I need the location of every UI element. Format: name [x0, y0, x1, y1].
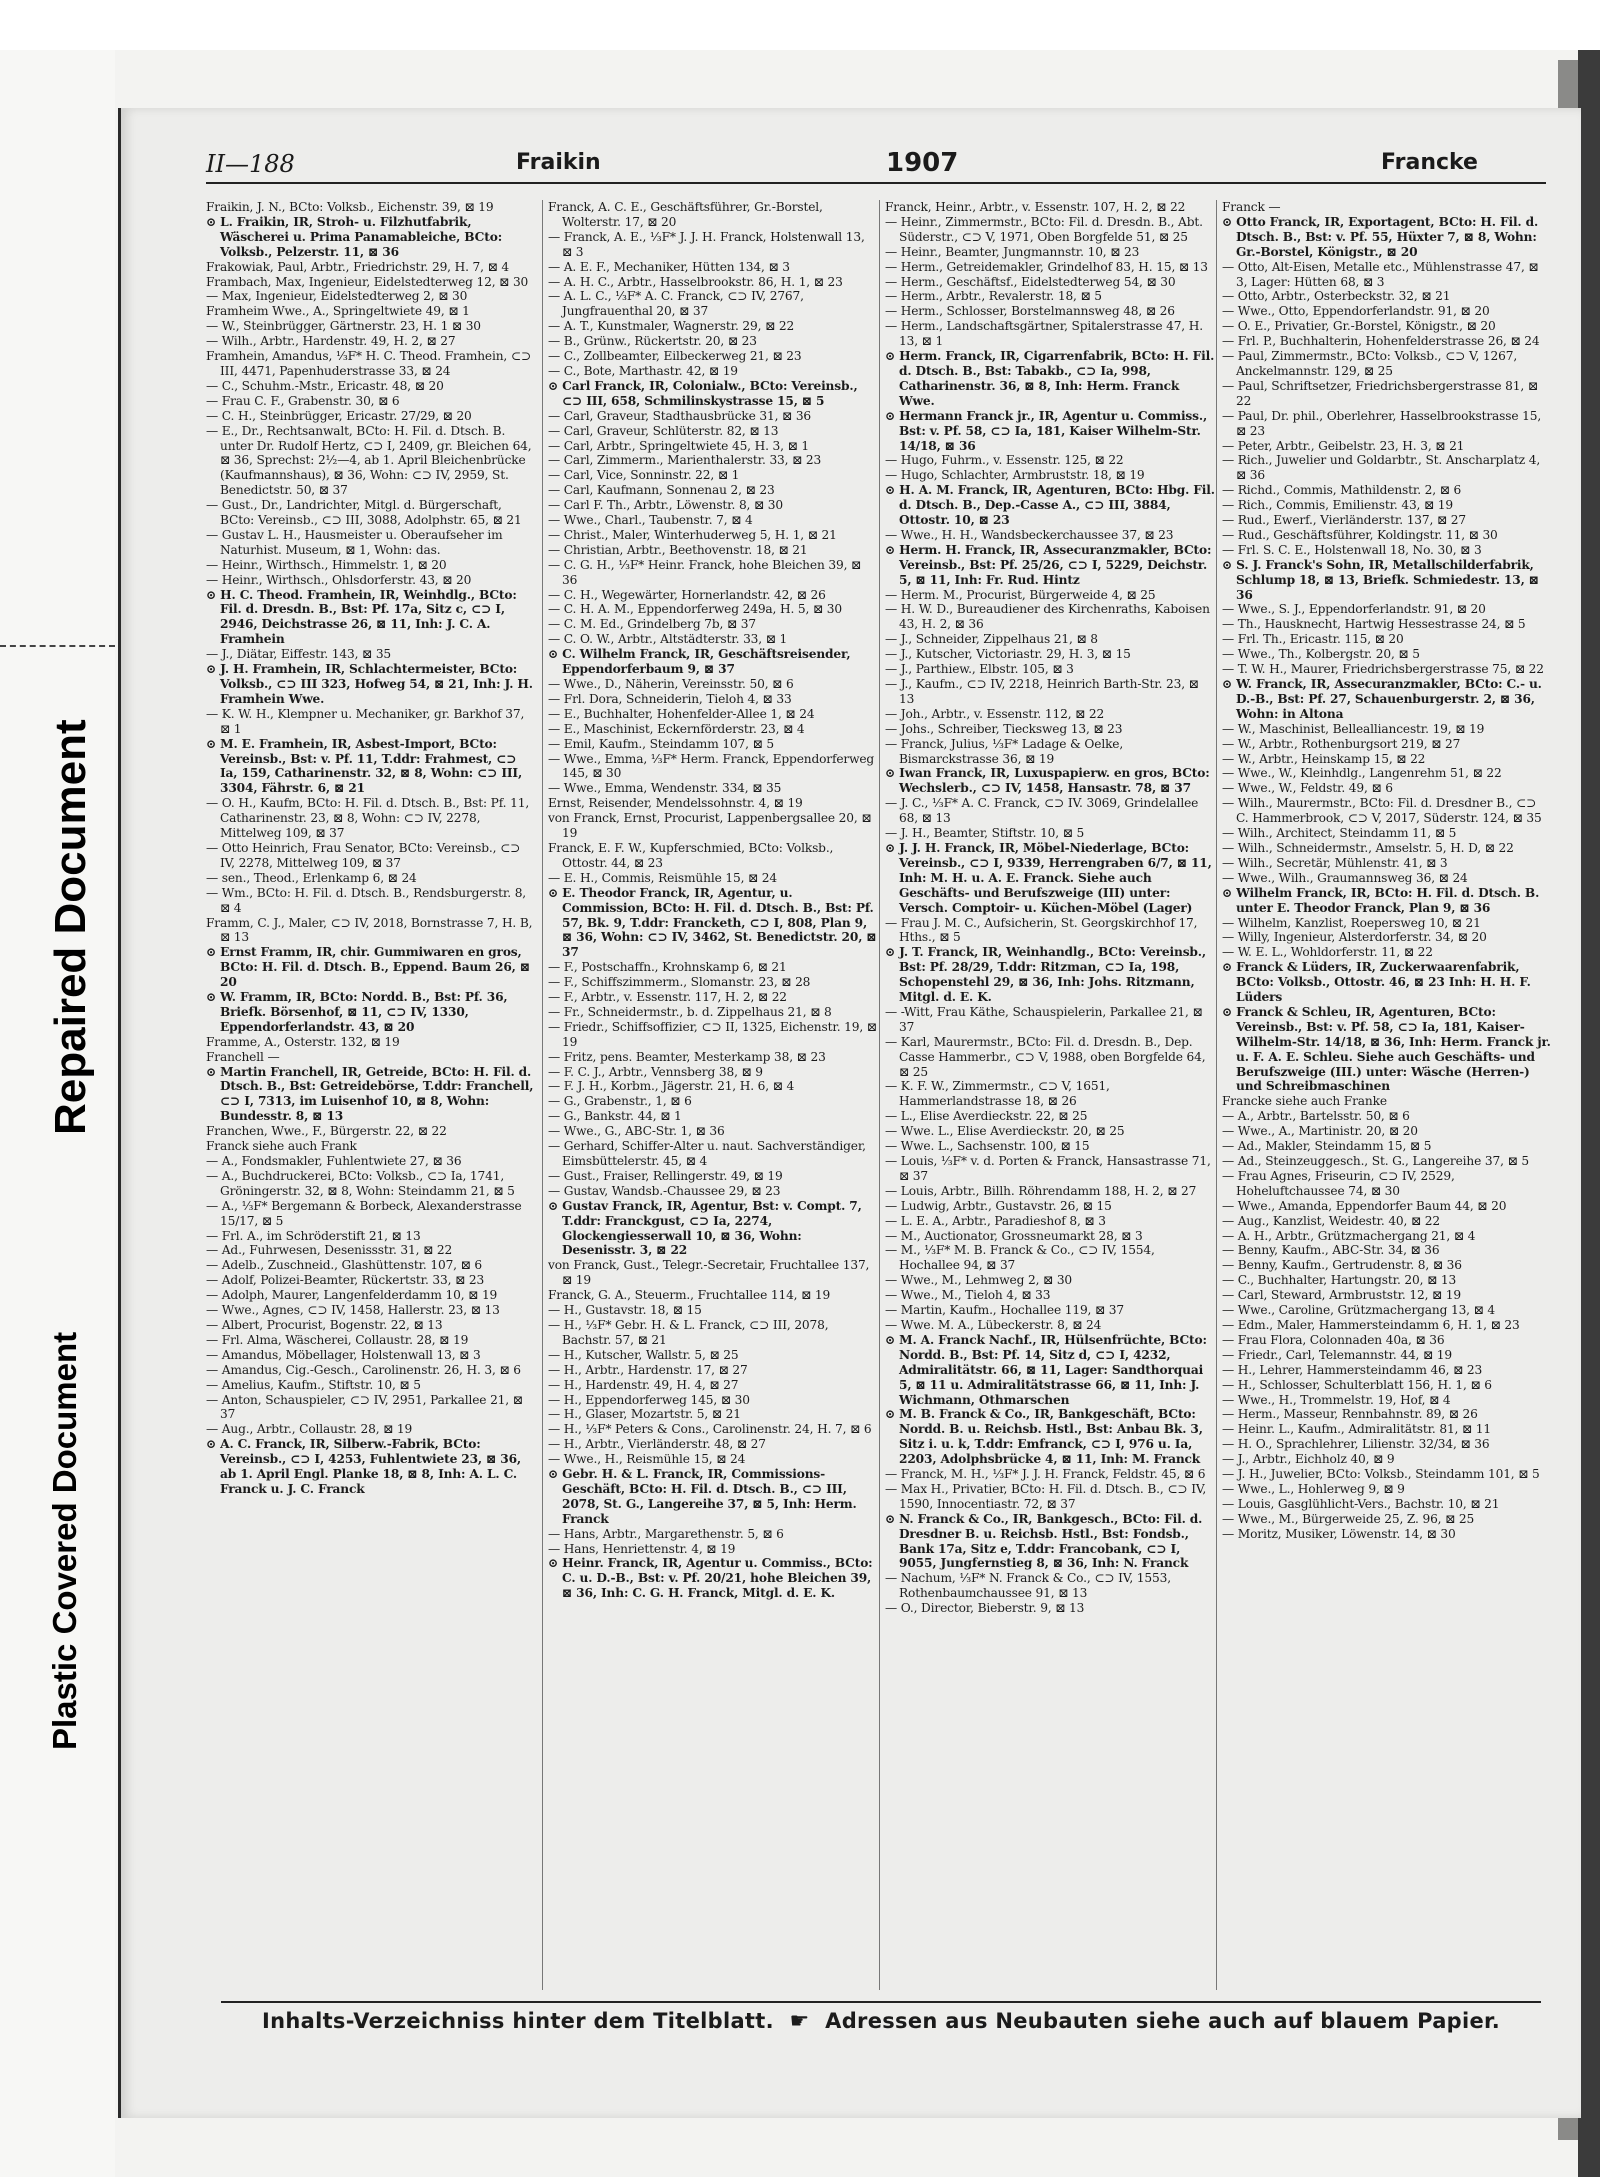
directory-entry: von Franck, Ernst, Procurist, Lappenbergsallee 20, ⊠ 19	[548, 811, 872, 841]
directory-entry: — A., Buchdruckerei, BCto: Volksb., ⊂⊃ Ia, 1741, Gröningerstr. 32, ⊠ 8, Wohn: Steindamm 21, ⊠ 5	[206, 1168, 515, 1198]
directory-entry: — E., Buchhalter, Hohenfelder-Allee 1, ⊠ 24	[548, 706, 815, 721]
directory-entry: — -Witt, Frau Käthe, Schauspielerin, Parkallee 21, ⊠ 37	[885, 1004, 1203, 1034]
directory-entry: — Wwe., H., Trommelstr. 19, Hof, ⊠ 4	[1222, 1392, 1451, 1407]
directory-entry: — H. W. D., Bureaudiener des Kirchenraths, Kaboisen 43, H. 2, ⊠ 36	[885, 602, 1210, 632]
directory-entry: — Joh., Arbtr., v. Essenstr. 112, ⊠ 22	[885, 706, 1105, 721]
directory-entry: — Wwe., D., Näherin, Vereinsstr. 50, ⊠ 6	[548, 677, 794, 691]
directory-entry: — F., Postschaffn., Krohnskamp 6, ⊠ 21	[548, 960, 787, 975]
directory-entry: — Adelb., Zuschneid., Glashüttenstr. 107, ⊠ 6	[206, 1258, 483, 1273]
directory-entry: — Wilhelm, Kanzlist, Roepersweg 10, ⊠ 21	[1222, 915, 1481, 930]
directory-entry: — Amandus, Möbellager, Holstenwall 13, ⊠ 3	[206, 1347, 481, 1362]
directory-entry: — Ad., Steinzeuggesch., St. G., Langereihe 37, ⊠ 5	[1222, 1154, 1529, 1168]
directory-entry: — Albert, Procurist, Bogenstr. 22, ⊠ 13	[206, 1317, 443, 1332]
directory-entry: — E. H., Commis, Reismühle 15, ⊠ 24	[548, 870, 778, 885]
directory-entry: ⊙ M. A. Franck Nachf., IR, Hülsenfrüchte, BCto: Nordd. B., Bst: Pf. 14, Sitz d, ⊂⊃ I, 4232, Admiralitätstr. 66, ⊠ 11, Lager: Sandthorquai 5, ⊠ 11 u. Admiralitätstrasse 66, ⊠ 11, Inh: J. Wichmann, Othmarschen	[885, 1332, 1207, 1407]
directory-entry: — J., Diätar, Eiffestr. 143, ⊠ 35	[206, 647, 392, 662]
directory-entry: — Wilh., Schneidermstr., Amselstr. 5, H. D, ⊠ 22	[1222, 840, 1514, 855]
directory-entry: — E., Dr., Rechtsanwalt, BCto: H. Fil. d. Dtsch. B. unter Dr. Rudolf Hertz, ⊂⊃ I, 2409, gr. Bleichen 64, ⊠ 36, Sprechst: 2½—4, ab 1. April Bleichenbrücke (Kaufmannshaus), ⊠ 36, Wohn: ⊂⊃ IV, 2959, St. Benedictstr. 50, ⊠ 37	[206, 423, 532, 498]
directory-entry: — Wwe., H. H., Wandsbeckerchaussee 37, ⊠ 23	[885, 527, 1174, 542]
last-entry-word: Francke	[1381, 150, 1478, 175]
directory-entry: — Heinr., Wirthsch., Ohlsdorferstr. 43, ⊠ 20	[206, 572, 472, 587]
directory-entry: — M., ⅓F* M. B. Franck & Co., ⊂⊃ IV, 1554, Hochallee 94, ⊠ 37	[885, 1243, 1155, 1273]
directory-entry: ⊙ Franck & Lüders, IR, Zuckerwaarenfabrik, BCto: Volksb., Ottostr. 46, ⊠ 23 Inh: H. H. F. Lüders	[1222, 960, 1531, 1005]
directory-entry: — W., Maschinist, Bellealliancestr. 19, ⊠ 19	[1222, 721, 1485, 736]
directory-entry: — A. T., Kunstmaler, Wagnerstr. 29, ⊠ 22	[548, 319, 795, 334]
directory-entry: Framme, A., Osterstr. 132, ⊠ 19	[206, 1034, 400, 1049]
directory-entry: — Edm., Maler, Hammersteindamm 6, H. 1, ⊠ 23	[1222, 1317, 1520, 1332]
directory-entry: — Carl, Graveur, Schlüterstr. 82, ⊠ 13	[548, 423, 779, 438]
directory-entry: — W. E. L., Wohldorferstr. 11, ⊠ 22	[1222, 945, 1433, 960]
directory-entry: — Wwe. L., Sachsenstr. 100, ⊠ 15	[885, 1139, 1090, 1154]
directory-entry: — Otto, Alt-Eisen, Metalle etc., Mühlenstrasse 47, ⊠ 3, Lager: Hütten 68, ⊠ 3	[1222, 259, 1539, 289]
directory-entry: — H., ⅓F* Gebr. H. & L. Franck, ⊂⊃ III, 2078, Bachstr. 57, ⊠ 21	[548, 1317, 829, 1347]
directory-entry: — G., Grabenstr., 1, ⊠ 6	[548, 1094, 692, 1109]
directory-entry: — Herm., Getreidemakler, Grindelhof 83, H. 15, ⊠ 13	[885, 259, 1208, 274]
column-1	[206, 200, 536, 1990]
directory-entry: — J. C., ⅓F* A. C. Franck, ⊂⊃ IV. 3069, Grindelallee 68, ⊠ 13	[885, 796, 1199, 826]
directory-entry: — J., Parthiew., Elbstr. 105, ⊠ 3	[885, 662, 1074, 677]
directory-entry: — Paul, Zimmermstr., BCto: Volksb., ⊂⊃ V, 1267, Anckelmannstr. 129, ⊠ 25	[1222, 349, 1518, 378]
directory-entry: — A. L. C., ⅓F* A. C. Franck, ⊂⊃ IV, 2767, Jungfrauenthal 20, ⊠ 37	[548, 289, 804, 319]
directory-entry: — Gust., Dr., Landrichter, Mitgl. d. Bürgerschaft, BCto: Vereinsb., ⊂⊃ III, 3088, Adolphstr. 65, ⊠ 21	[206, 498, 522, 528]
directory-entry: — H., Lehrer, Hammersteindamm 46, ⊠ 23	[1222, 1362, 1483, 1377]
directory-entry: Franchell —	[206, 1049, 280, 1064]
directory-entry: — Wwe., W., Kleinhdlg., Langenrehm 51, ⊠ 22	[1222, 766, 1502, 781]
directory-entry: — C., Zollbeamter, Eilbeckerweg 21, ⊠ 23	[548, 349, 802, 364]
directory-entry: — Louis, Arbtr., Billh. Röhrendamm 188, H. 2, ⊠ 27	[885, 1183, 1197, 1198]
directory-entry: — Benny, Kaufm., ABC-Str. 34, ⊠ 36	[1222, 1243, 1440, 1258]
directory-entry: — C. H. A. M., Eppendorferweg 249a, H. 5, ⊠ 30	[548, 602, 842, 617]
directory-entry: — Gerhard, Schiffer-Alter u. naut. Sachverständiger, Eimsbüttelerstr. 45, ⊠ 4	[548, 1139, 866, 1168]
directory-entry: ⊙ Otto Franck, IR, Exportagent, BCto: H. Fil. d. Dtsch. B., Bst: v. Pf. 55, Hüxter 7, ⊠ 8, Wohn: Gr.-Borstel, Königstr., ⊠ 20	[1222, 214, 1539, 259]
directory-entry: Frambach, Max, Ingenieur, Eidelstedterweg 12, ⊠ 30	[206, 274, 529, 289]
directory-entry: — Nachum, ⅓F* N. Franck & Co., ⊂⊃ IV, 1553, Rothenbaumchaussee 91, ⊠ 13	[885, 1571, 1171, 1601]
directory-entry: — Franck, A. E., ⅓F* J. J. H. Franck, Holstenwall 13, ⊠ 3	[548, 229, 865, 259]
directory-entry: Ernst, Reisender, Mendelssohnstr. 4, ⊠ 19	[548, 796, 803, 811]
directory-entry: Franck —	[1222, 200, 1281, 214]
directory-entry: — Amandus, Cig.-Gesch., Carolinenstr. 26, H. 3, ⊠ 6	[206, 1362, 521, 1377]
directory-entry: Franck, E. F. W., Kupferschmied, BCto: Volksb., Ottostr. 44, ⊠ 23	[548, 840, 834, 870]
directory-entry: — C., Schuhm.-Mstr., Ericastr. 48, ⊠ 20	[206, 378, 444, 393]
directory-entry: — Martin, Kaufm., Hochallee 119, ⊠ 37	[885, 1303, 1124, 1318]
directory-entry: — C. M. Ed., Grindelberg 7b, ⊠ 37	[548, 617, 756, 632]
column-4	[1216, 200, 1552, 1990]
directory-entry: — O. E., Privatier, Gr.-Borstel, Königstr., ⊠ 20	[1222, 319, 1496, 334]
directory-entry: Framheim Wwe., A., Springeltwiete 49, ⊠ 1	[206, 304, 470, 319]
directory-entry: — Herm., Landschaftsgärtner, Spitalerstrasse 47, H. 13, ⊠ 1	[885, 319, 1203, 349]
directory-entry: — Max H., Privatier, BCto: H. Fil. d. Dtsch. B., ⊂⊃ IV, 1590, Innocentiastr. 72, ⊠ 37	[885, 1481, 1207, 1511]
directory-entry: — Frl. A., im Schröderstift 21, ⊠ 13	[206, 1228, 421, 1243]
directory-entry: — Franck, Julius, ⅓F* Ladage & Oelke, Bismarckstrasse 36, ⊠ 19	[885, 736, 1124, 766]
directory-entry: — J., Arbtr., Eichholz 40, ⊠ 9	[1222, 1452, 1395, 1467]
binding-shadow	[1578, 50, 1600, 2177]
directory-entry: ⊙ J. T. Franck, IR, Weinhandlg., BCto: Vereinsb., Bst: Pf. 28/29, T.ddr: Ritzman, ⊂⊃ Ia, 198, Schopenstehl 29, ⊠ 36, Inh: Johs. Ritzmann, Mitgl. d. E. K.	[885, 945, 1206, 1005]
directory-entry: — A., Arbtr., Bartelsstr. 50, ⊠ 6	[1222, 1109, 1410, 1124]
directory-entry: — Friedr., Carl, Telemannstr. 44, ⊠ 19	[1222, 1347, 1452, 1362]
directory-entry: — Paul, Dr. phil., Oberlehrer, Hasselbrookstrasse 15, ⊠ 23	[1222, 408, 1542, 438]
directory-entry: — Frau Agnes, Friseurin, ⊂⊃ IV, 2529, Hoheluftchaussee 74, ⊠ 30	[1222, 1168, 1455, 1198]
directory-entry: — Wwe., W., Feldstr. 49, ⊠ 6	[1222, 781, 1393, 796]
directory-entry: — Richd., Commis, Mathildenstr. 2, ⊠ 6	[1222, 483, 1462, 498]
directory-entry: — Aug., Arbtr., Collaustr. 28, ⊠ 19	[206, 1422, 413, 1437]
directory-entry: — Friedr., Schiffsoffizier, ⊂⊃ II, 1325, Eichenstr. 19, ⊠ 19	[548, 1019, 877, 1049]
directory-entry: — Peter, Arbtr., Geibelstr. 23, H. 3, ⊠ 21	[1222, 438, 1465, 453]
directory-entry: — H., Hardenstr. 49, H. 4, ⊠ 27	[548, 1377, 739, 1392]
directory-entry: — H., Arbtr., Hardenstr. 17, ⊠ 27	[548, 1362, 748, 1377]
directory-page	[118, 108, 1581, 2118]
directory-entry: — Aug., Kanzlist, Weidestr. 40, ⊠ 22	[1222, 1213, 1440, 1228]
directory-entry: — Fritz, pens. Beamter, Mesterkamp 38, ⊠ 23	[548, 1049, 826, 1064]
directory-entry: — Carl, Steward, Armbruststr. 12, ⊠ 19	[1222, 1288, 1462, 1303]
directory-entry: — Gustav L. H., Hausmeister u. Oberaufseher im Naturhist. Museum, ⊠ 1, Wohn: das.	[206, 527, 503, 557]
directory-entry: — sen., Theod., Erlenkamp 6, ⊠ 24	[206, 870, 417, 885]
directory-entry: — Wwe., G., ABC-Str. 1, ⊠ 36	[548, 1124, 725, 1139]
directory-entry: — F. J. H., Korbm., Jägerstr. 21, H. 6, ⊠ 4	[548, 1079, 795, 1094]
directory-entry: — Wilh., Maurermstr., BCto: Fil. d. Dresdner B., ⊂⊃ C. Hammerbrook, ⊂⊃ V, 2017, Süderstr. 124, ⊠ 35	[1222, 796, 1542, 826]
directory-entry: — Wwe., Otto, Eppendorferlandstr. 91, ⊠ 20	[1222, 304, 1490, 319]
directory-entry: — Herm. M., Procurist, Bürgerweide 4, ⊠ 25	[885, 587, 1156, 602]
directory-entry: — Frau C. F., Grabenstr. 30, ⊠ 6	[206, 393, 400, 408]
directory-entry: — Anton, Schauspieler, ⊂⊃ IV, 2951, Parkallee 21, ⊠ 37	[206, 1392, 523, 1422]
directory-entry: — Gust., Fraiser, Rellingerstr. 49, ⊠ 19	[548, 1168, 783, 1183]
directory-entry: — Hans, Henriettenstr. 4, ⊠ 19	[548, 1541, 736, 1556]
directory-entry: — Herm., Masseur, Rennbahnstr. 89, ⊠ 26	[1222, 1407, 1478, 1422]
directory-entry: — Wwe., H., Reismühle 15, ⊠ 24	[548, 1452, 746, 1467]
repaired-document-label: Repaired Document	[46, 719, 95, 1135]
directory-entry: — H. O., Sprachlehrer, Lilienstr. 32/34, ⊠ 36	[1222, 1437, 1490, 1452]
left-margin-strip	[0, 50, 115, 2177]
directory-entry: — Paul, Schriftsetzer, Friedrichsbergerstrasse 81, ⊠ 22	[1222, 378, 1538, 408]
directory-entry: — Rud., Ewerf., Vierländerstr. 137, ⊠ 27	[1222, 513, 1466, 528]
footer-newbuild-note: Adressen aus Neubauten siehe auch auf blauem Papier.	[825, 2009, 1500, 2033]
directory-entry: — Carl, Graveur, Stadthausbrücke 31, ⊠ 36	[548, 408, 812, 423]
directory-entry: — Frau Flora, Colonnaden 40a, ⊠ 36	[1222, 1332, 1445, 1347]
directory-entry: — A. E. F., Mechaniker, Hütten 134, ⊠ 3	[548, 259, 790, 274]
directory-entry: ⊙ A. C. Franck, IR, Silberw.-Fabrik, BCto: Vereinsb., ⊂⊃ I, 4253, Fuhlentwiete 23, ⊠ 36, ab 1. April Engl. Planke 18, ⊠ 8, Inh: A. L. C. Franck u. J. C. Franck	[206, 1437, 522, 1496]
directory-entry: — Wilh., Secretär, Mühlenstr. 41, ⊠ 3	[1222, 855, 1448, 870]
directory-entry: — H., Schlosser, Schulterblatt 156, H. 1, ⊠ 6	[1222, 1377, 1492, 1392]
directory-entry: — Amelius, Kaufm., Stiftstr. 10, ⊠ 5	[206, 1377, 421, 1392]
year: 1907	[886, 148, 959, 178]
directory-entry: — J., Schneider, Zippelhaus 21, ⊠ 8	[885, 632, 1098, 647]
directory-entry: — W., Arbtr., Heinskamp 15, ⊠ 22	[1222, 751, 1426, 766]
directory-entry: — Wilh., Architect, Steindamm 11, ⊠ 5	[1222, 826, 1457, 841]
directory-entry: — Frl. Th., Ericastr. 115, ⊠ 20	[1222, 632, 1404, 647]
directory-entry: — B., Grünw., Rückertstr. 20, ⊠ 23	[548, 334, 757, 349]
directory-entry: — Hugo, Schlachter, Armbruststr. 18, ⊠ 19	[885, 468, 1145, 483]
directory-entry: — F., Arbtr., v. Essenstr. 117, H. 2, ⊠ 22	[548, 990, 787, 1005]
directory-entry: — Rich., Juwelier und Goldarbtr., St. Anscharplatz 4, ⊠ 36	[1222, 453, 1541, 483]
directory-entry: — J. H., Beamter, Stiftstr. 10, ⊠ 5	[885, 826, 1085, 841]
directory-entry: ⊙ Gebr. H. & L. Franck, IR, Commissions-Geschäft, BCto: H. Fil. d. Dtsch. B., ⊂⊃ III, 2078, St. G., Langereihe 37, ⊠ 5, Inh: Herm. Franck	[548, 1467, 857, 1526]
directory-entry: — C. G. H., ⅓F* Heinr. Franck, hohe Bleichen 39, ⊠ 36	[548, 557, 862, 587]
directory-entry: — J., Kaufm., ⊂⊃ IV, 2218, Heinrich Barth-Str. 23, ⊠ 13	[885, 677, 1199, 706]
directory-entry: — Herm., Geschäftsf., Eidelstedterweg 54, ⊠ 30	[885, 274, 1176, 289]
directory-entry: — Adolf, Polizei-Beamter, Rückertstr. 33, ⊠ 23	[206, 1273, 485, 1288]
directory-entry: ⊙ J. J. H. Franck, IR, Möbel-Niederlage, BCto: Vereinsb., ⊂⊃ I, 9339, Herrengraben 6/7, ⊠ 11, Inh: M. H. u. A. E. Franck. Siehe auch Geschäfts- und Berufszweige (III) unter: Versch. Comptoir- u. Küchen-Möbel (Lager)	[885, 840, 1212, 915]
directory-entry: — Fr., Schneidermstr., b. d. Zippelhaus 21, ⊠ 8	[548, 1004, 832, 1019]
directory-entry: — Wwe., Agnes, ⊂⊃ IV, 1458, Hallerstr. 23, ⊠ 13	[206, 1303, 500, 1318]
directory-entry: — H., Kutscher, Wallstr. 5, ⊠ 25	[548, 1347, 739, 1362]
directory-entry: — Carl, Kaufmann, Sonnenau 2, ⊠ 23	[548, 483, 775, 498]
plastic-covered-label: Plastic Covered Document	[46, 1331, 83, 1750]
directory-entry: — J. H., Juwelier, BCto: Volksb., Steindamm 101, ⊠ 5	[1222, 1467, 1540, 1482]
directory-entry: — Rich., Commis, Emilienstr. 43, ⊠ 19	[1222, 498, 1454, 513]
directory-entry: von Franck, Gust., Telegr.-Secretair, Fruchtallee 137, ⊠ 19	[548, 1258, 870, 1288]
directory-entry: — Wwe., M., Lehmweg 2, ⊠ 30	[885, 1273, 1073, 1288]
directory-entry: — Wwe., Caroline, Grützmachergang 13, ⊠ 4	[1222, 1303, 1496, 1318]
directory-entry: ⊙ Franck & Schleu, IR, Agenturen, BCto: Vereinsb., Bst: v. Pf. 58, ⊂⊃ Ia, 181, Kaiser-Wilhelm-Str. 14/18, ⊠ 36, Inh: Herm. Franck jr. u. F. A. E. Schleu. Siehe auch Geschäfts- und Berufszweige (III.) unter: Wäsche (Herren-) und Schreibmaschinen	[1222, 1004, 1551, 1094]
directory-entry: — Wwe. L., Elise Averdieckstr. 20, ⊠ 25	[885, 1124, 1125, 1139]
directory-entry: — Wwe., Wilh., Graumannsweg 36, ⊠ 24	[1222, 870, 1468, 885]
directory-entry: — A., ⅓F* Bergemann & Borbeck, Alexanderstrasse 15/17, ⊠ 5	[206, 1198, 522, 1228]
directory-entry: — Herm., Schlosser, Borstelmannsweg 48, ⊠ 26	[885, 304, 1175, 319]
scan-background-top	[0, 0, 1600, 50]
directory-entry: — Carl F. Th., Arbtr., Löwenstr. 8, ⊠ 30	[548, 498, 783, 513]
directory-entry: — H., Eppendorferweg 145, ⊠ 30	[548, 1392, 750, 1407]
directory-entry: — Wwe., M., Bürgerweide 25, Z. 96, ⊠ 25	[1222, 1511, 1475, 1526]
directory-entry: ⊙ Gustav Franck, IR, Agentur, Bst: v. Compt. 7, T.ddr: Franckgust, ⊂⊃ Ia, 2274, Glockengiesserwall 10, ⊠ 36, Wohn: Desenisstr. 3, ⊠ 22	[548, 1198, 862, 1258]
directory-entry: — Wwe., A., Martinistr. 20, ⊠ 20	[1222, 1124, 1418, 1139]
first-entry-word: Fraikin	[516, 150, 601, 175]
directory-entry: — Wwe., Emma, ⅓F* Herm. Franck, Eppendorferweg 145, ⊠ 30	[548, 751, 875, 781]
directory-entry: Franck, A. C. E., Geschäftsführer, Gr.-Borstel, Wolterstr. 17, ⊠ 20	[548, 200, 823, 229]
directory-entry: — C. O. W., Arbtr., Altstädterstr. 33, ⊠ 1	[548, 632, 788, 647]
page-footer	[221, 2001, 1541, 2049]
directory-entry: ⊙ C. Wilhelm Franck, IR, Geschäftsreisender, Eppendorferbaum 9, ⊠ 37	[548, 647, 851, 677]
directory-entry: ⊙ M. B. Franck & Co., IR, Bankgeschäft, BCto: Nordd. B. u. Reichsb. Hstl., Bst: Anbau Bk. 3, Sitz i. u. k, T.ddr: Emfranck, ⊂⊃ I, 976 u. Ia, 2203, Adolphsbrücke 4, ⊠ 11, Inh: M. Franck	[885, 1407, 1203, 1467]
directory-entry: ⊙ Herm. Franck, IR, Cigarrenfabrik, BCto: H. Fil. d. Dtsch. B., Bst: Tabakb., ⊂⊃ Ia, 998, Catharinenstr. 36, ⊠ 8, Inh: Herm. Franck Wwe.	[885, 349, 1215, 408]
directory-entry: — K. W. H., Klempner u. Mechaniker, gr. Barkhof 37, ⊠ 1	[206, 706, 525, 736]
directory-entry: — F. C. J., Arbtr., Vennsberg 38, ⊠ 9	[548, 1064, 763, 1079]
directory-entry: — Louis, ⅓F* v. d. Porten & Franck, Hansastrasse 71, ⊠ 37	[885, 1154, 1211, 1183]
directory-entry: — W., Arbtr., Rothenburgsort 219, ⊠ 27	[1222, 736, 1461, 751]
directory-entry: ⊙ Iwan Franck, IR, Luxuspapierw. en gros, BCto: Wechslerb., ⊂⊃ IV, 1458, Hansastr. 78, ⊠ 37	[885, 766, 1210, 796]
directory-entry: ⊙ Hermann Franck jr., IR, Agentur u. Commiss., Bst: v. Pf. 58, ⊂⊃ Ia, 181, Kaiser Wilhelm-Str. 14/18, ⊠ 36	[885, 408, 1208, 453]
directory-entry: — Max, Ingenieur, Eidelstedterweg 2, ⊠ 30	[206, 289, 468, 304]
directory-entry: Franchen, Wwe., F., Bürgerstr. 22, ⊠ 22	[206, 1124, 447, 1139]
directory-entry: — A., Fondsmakler, Fuhlentwiete 27, ⊠ 36	[206, 1154, 462, 1168]
directory-entry: — Willy, Ingenieur, Alsterdorferstr. 34, ⊠ 20	[1222, 930, 1487, 945]
directory-entry: — Th., Hausknecht, Hartwig Hessestrasse 24, ⊠ 5	[1222, 617, 1526, 632]
directory-entry: ⊙ N. Franck & Co., IR, Bankgesch., BCto: Fil. d. Dresdner B. u. Reichsb. Hstl., Bst: Fondsb., Bank 17a, Sitz e, T.ddr: Francobank, ⊂⊃ I, 9055, Jungfernstieg 8, ⊠ 36, Inh: N. Franck	[885, 1511, 1203, 1571]
directory-entry: — Wm., BCto: H. Fil. d. Dtsch. B., Rendsburgerstr. 8, ⊠ 4	[206, 885, 527, 915]
directory-entry: — Emil, Kaufm., Steindamm 107, ⊠ 5	[548, 736, 774, 751]
directory-entry: — Karl, Maurermstr., BCto: Fil. d. Dresdn. B., Dep. Casse Hammerbr., ⊂⊃ V, 1988, oben Borgfelde 64, ⊠ 25	[885, 1034, 1206, 1079]
directory-entry: — Heinr. L., Kaufm., Admiralitätstr. 81, ⊠ 11	[1222, 1422, 1492, 1437]
directory-entry: ⊙ Ernst Framm, IR, chir. Gummiwaren en gros, BCto: H. Fil. d. Dtsch. B., Eppend. Baum 26, ⊠ 20	[206, 945, 530, 990]
directory-entry: Framm, C. J., Maler, ⊂⊃ IV, 2018, Bornstrasse 7, H. B, ⊠ 13	[206, 915, 533, 945]
directory-entry: — Wwe., Th., Kolbergstr. 20, ⊠ 5	[1222, 647, 1420, 662]
directory-entry: — Otto Heinrich, Frau Senator, BCto: Vereinsb., ⊂⊃ IV, 2278, Mittelweg 109, ⊠ 37	[206, 840, 521, 870]
directory-entry: ⊙ J. H. Framhein, IR, Schlachtermeister, BCto: Volksb., ⊂⊃ III 323, Hofweg 54, ⊠ 21, Inh: J. H. Framhein Wwe.	[206, 662, 533, 706]
directory-entry: — Hans, Arbtr., Margarethenstr. 5, ⊠ 6	[548, 1526, 784, 1541]
directory-entry: — H., Arbtr., Vierländerstr. 48, ⊠ 27	[548, 1437, 766, 1452]
directory-entry: — Louis, Gasglühlicht-Vers., Bachstr. 10, ⊠ 21	[1222, 1496, 1500, 1511]
directory-entry: — Wwe., L., Hohlerweg 9, ⊠ 9	[1222, 1481, 1405, 1496]
directory-entry: — Benny, Kaufm., Gertrudenstr. 8, ⊠ 36	[1222, 1258, 1462, 1273]
directory-entry: ⊙ S. J. Franck's Sohn, IR, Metallschilderfabrik, Schlump 18, ⊠ 13, Briefk. Schmiedestr. 13, ⊠ 36	[1222, 557, 1539, 602]
directory-entry: — Ludwig, Arbtr., Gustavstr. 26, ⊠ 15	[885, 1198, 1112, 1213]
directory-entry: — H., ⅓F* Peters & Cons., Carolinenstr. 24, H. 7, ⊠ 6	[548, 1422, 872, 1437]
directory-entry: Franck, G. A., Steuerm., Fruchtallee 114, ⊠ 19	[548, 1288, 831, 1303]
directory-entry: — Gustav, Wandsb.-Chaussee 29, ⊠ 23	[548, 1183, 781, 1198]
directory-entry: ⊙ Wilhelm Franck, IR, BCto: H. Fil. d. Dtsch. B. unter E. Theodor Franck, Plan 9, ⊠ 36	[1222, 885, 1540, 915]
directory-entry: — C. H., Steinbrügger, Ericastr. 27/29, ⊠ 20	[206, 408, 472, 423]
directory-entry: ⊙ Herm. H. Franck, IR, Assecuranzmakler, BCto: Vereinsb., Bst: Pf. 25/26, ⊂⊃ I, 5229, Deichstr. 5, ⊠ 11, Inh: Fr. Rud. Hintz	[885, 542, 1212, 587]
directory-entry: Frakowiak, Paul, Arbtr., Friedrichstr. 29, H. 7, ⊠ 4	[206, 259, 510, 274]
column-2	[542, 200, 878, 1990]
directory-entry: — Wwe., Emma, Wendenstr. 334, ⊠ 35	[548, 781, 782, 796]
column-3	[879, 200, 1215, 1990]
directory-entry: — Otto, Arbtr., Osterbeckstr. 32, ⊠ 21	[1222, 289, 1451, 304]
directory-entry: ⊙ Carl Franck, IR, Colonialw., BCto: Vereinsb., ⊂⊃ III, 658, Schmilinskystrasse 15, ⊠ 5	[548, 378, 858, 408]
directory-entry: ⊙ W. Framm, IR, BCto: Nordd. B., Bst: Pf. 36, Briefk. Börsenhof, ⊠ 11, ⊂⊃ IV, 1330, Eppendorferlandstr. 43, ⊠ 20	[206, 990, 508, 1034]
footer-index-note: Inhalts-Verzeichniss hinter dem Titelblatt.	[261, 2009, 774, 2033]
directory-entry: ⊙ M. E. Framhein, IR, Asbest-Import, BCto: Vereinsb., Bst: v. Pf. 11, T.ddr: Frahmest, ⊂⊃ Ia, 159, Catharinenstr. 32, ⊠ 8, Wohn: ⊂⊃ III, 3304, Fährstr. 6, ⊠ 21	[206, 736, 523, 796]
directory-entry: — Frl. Dora, Schneiderin, Tieloh 4, ⊠ 33	[548, 691, 792, 706]
directory-entry: — Moritz, Musiker, Löwenstr. 14, ⊠ 30	[1222, 1526, 1456, 1541]
directory-entry: — Frl. S. C. E., Holstenwall 18, No. 30, ⊠ 3	[1222, 542, 1482, 557]
directory-entry: — Carl, Vice, Sonninstr. 22, ⊠ 1	[548, 468, 740, 483]
directory-entry: — Frl. P., Buchhalterin, Hohenfelderstrasse 26, ⊠ 24	[1222, 334, 1540, 349]
directory-entry: — Wilh., Arbtr., Hardenstr. 49, H. 2, ⊠ 27	[206, 334, 456, 349]
directory-entry: Francke siehe auch Franke	[1222, 1094, 1387, 1109]
directory-entry: — Christ., Maler, Winterhuderweg 5, H. 1, ⊠ 21	[548, 527, 837, 542]
directory-entry: — Heinr., Wirthsch., Himmelstr. 1, ⊠ 20	[206, 557, 447, 572]
directory-entry: — Carl, Zimmerm., Marienthalerstr. 33, ⊠ 23	[548, 453, 822, 468]
directory-entry: — C. H., Wegewärter, Hornerlandstr. 42, ⊠ 26	[548, 587, 826, 602]
directory-entry: Fraikin, J. N., BCto: Volksb., Eichenstr. 39, ⊠ 19	[206, 200, 494, 214]
directory-entry: ⊙ E. Theodor Franck, IR, Agentur, u. Commission, BCto: H. Fil. d. Dtsch. B., Bst: Pf. 57, Bk. 9, T.ddr: Francketh, ⊂⊃ I, 808, Plan 9, ⊠ 36, Wohn: ⊂⊃ IV, 3462, St. Benedictstr. 20, ⊠ 37	[548, 885, 877, 960]
directory-entry: — C., Bote, Marthastr. 42, ⊠ 19	[548, 363, 738, 378]
directory-entry: — Christian, Arbtr., Beethovenstr. 18, ⊠ 21	[548, 542, 808, 557]
directory-entry: Franck, Heinr., Arbtr., v. Essenstr. 107, H. 2, ⊠ 22	[885, 200, 1186, 214]
pointing-hand-icon: ☛	[789, 2009, 810, 2034]
directory-entry: — Wwe., Charl., Taubenstr. 7, ⊠ 4	[548, 513, 753, 528]
directory-entry: — Carl, Arbtr., Springeltwiete 45, H. 3, ⊠ 1	[548, 438, 809, 453]
directory-entry: — Johs., Schreiber, Tiecksweg 13, ⊠ 23	[885, 721, 1123, 736]
directory-entry: — J., Kutscher, Victoriastr. 29, H. 3, ⊠ 15	[885, 647, 1131, 662]
directory-entry: — Wwe., M., Tieloh 4, ⊠ 33	[885, 1288, 1051, 1303]
directory-entry: — G., Bankstr. 44, ⊠ 1	[548, 1109, 682, 1124]
directory-entry: ⊙ H. C. Theod. Framhein, IR, Weinhdlg., BCto: Fil. d. Dresdn. B., Bst: Pf. 17a, Sitz c, ⊂⊃ I, 2946, Deichstrasse 26, ⊠ 11, Inh: J. C. A. Framhein	[206, 587, 517, 647]
directory-entry: — F., Schiffszimmerm., Slomanstr. 23, ⊠ 28	[548, 975, 811, 990]
directory-entry: ⊙ L. Fraikin, IR, Stroh- u. Filzhutfabrik, Wäscherei u. Prima Panamableiche, BCto: Volksb., Pelzerstr. 11, ⊠ 36	[206, 214, 503, 259]
directory-entry: — M., Auctionator, Grossneumarkt 28, ⊠ 3	[885, 1228, 1143, 1243]
directory-entry: — Wwe., Amanda, Eppendorfer Baum 44, ⊠ 20	[1222, 1198, 1507, 1213]
directory-entry: — O. H., Kaufm, BCto: H. Fil. d. Dtsch. B., Bst: Pf. 11, Catharinenstr. 23, ⊠ 8, Wohn: ⊂⊃ IV, 2278, Mittelweg 109, ⊠ 37	[206, 796, 530, 841]
directory-entry: — Franck, M. H., ⅓F* J. J. H. Franck, Feldstr. 45, ⊠ 6	[885, 1467, 1206, 1482]
directory-entry: — Herm., Arbtr., Revalerstr. 18, ⊠ 5	[885, 289, 1102, 304]
directory-entry: — Frau J. M. C., Aufsicherin, St. Georgskirchhof 17, Hths., ⊠ 5	[885, 915, 1198, 945]
directory-entry: — E., Maschinist, Eckernförderstr. 23, ⊠ 4	[548, 721, 805, 736]
directory-entry: — Rud., Geschäftsführer, Koldingstr. 11, ⊠ 30	[1222, 527, 1498, 542]
directory-entry: — Ad., Makler, Steindamm 15, ⊠ 5	[1222, 1139, 1432, 1154]
directory-entry: — H., Gustavstr. 18, ⊠ 15	[548, 1303, 702, 1318]
directory-entry: — A. H. C., Arbtr., Hasselbrookstr. 86, H. 1, ⊠ 23	[548, 274, 843, 289]
directory-entry: ⊙ Martin Franchell, IR, Getreide, BCto: H. Fil. d. Dtsch. B., Bst: Getreidebörse, T.ddr: Franchell, ⊂⊃ I, 7313, im Luisenhof 10, ⊠ 8, Wohn: Bundesstr. 8, ⊠ 13	[206, 1064, 534, 1124]
directory-entry: — L., Elise Averdieckstr. 22, ⊠ 25	[885, 1109, 1088, 1124]
directory-entry: — Heinr., Beamter, Jungmannstr. 10, ⊠ 23	[885, 244, 1140, 259]
directory-entry: — Ad., Fuhrwesen, Desenissstr. 31, ⊠ 22	[206, 1243, 453, 1258]
page-header	[206, 148, 1546, 184]
directory-entry: — H., Glaser, Mozartstr. 5, ⊠ 21	[548, 1407, 741, 1422]
directory-entry: ⊙ W. Franck, IR, Assecuranzmakler, BCto: C.- u. D.-B., Bst: Pf. 27, Schauenburgerstr. 2, ⊠ 36, Wohn: in Altona	[1222, 677, 1542, 721]
columns	[206, 200, 1551, 1990]
directory-entry: — Wwe., S. J., Eppendorferlandstr. 91, ⊠ 20	[1222, 602, 1486, 617]
directory-entry: — W., Steinbrügger, Gärtnerstr. 23, H. 1 ⊠ 30	[206, 319, 481, 334]
directory-entry: — Hugo, Fuhrm., v. Essenstr. 125, ⊠ 22	[885, 453, 1124, 468]
directory-entry: — Heinr., Zimmermstr., BCto: Fil. d. Dresdn. B., Abt. Süderstr., ⊂⊃ V, 1971, Oben Borgfelde 51, ⊠ 25	[885, 214, 1203, 244]
page-number: II—188	[206, 150, 295, 178]
directory-entry: — Wwe. M. A., Lübeckerstr. 8, ⊠ 24	[885, 1317, 1102, 1332]
directory-entry: Framhein, Amandus, ⅓F* H. C. Theod. Framhein, ⊂⊃ III, 4471, Papenhuderstrasse 33, ⊠ 24	[206, 349, 532, 378]
directory-entry: — O., Director, Bieberstr. 9, ⊠ 13	[885, 1601, 1085, 1616]
directory-entry: — L. E. A., Arbtr., Paradieshof 8, ⊠ 3	[885, 1213, 1106, 1228]
directory-entry: — Adolph, Maurer, Langenfelderdamm 10, ⊠ 19	[206, 1288, 498, 1303]
directory-entry: — K. F. W., Zimmermstr., ⊂⊃ V, 1651, Hammerlandstrasse 18, ⊠ 26	[885, 1079, 1110, 1109]
directory-entry: Franck siehe auch Frank	[206, 1139, 357, 1154]
directory-entry: ⊙ Heinr. Franck, IR, Agentur u. Commiss., BCto: C. u. D.-B., Bst: v. Pf. 20/21, hohe Bleichen 39, ⊠ 36, Inh: C. G. H. Franck, Mitgl. d. E. K.	[548, 1556, 873, 1601]
cut-line	[0, 645, 115, 647]
directory-entry: — T. W. H., Maurer, Friedrichsbergerstrasse 75, ⊠ 22	[1222, 662, 1544, 677]
directory-entry: ⊙ H. A. M. Franck, IR, Agenturen, BCto: Hbg. Fil. d. Dtsch. B., Dep.-Casse A., ⊂⊃ III, 3884, Ottostr. 10, ⊠ 23	[885, 483, 1215, 528]
directory-entry: — A. H., Arbtr., Grützmachergang 21, ⊠ 4	[1222, 1228, 1476, 1243]
directory-entry: — C., Buchhalter, Hartungstr. 20, ⊠ 13	[1222, 1273, 1457, 1288]
directory-entry: — Frl. Alma, Wäscherei, Collaustr. 28, ⊠ 19	[206, 1332, 469, 1347]
